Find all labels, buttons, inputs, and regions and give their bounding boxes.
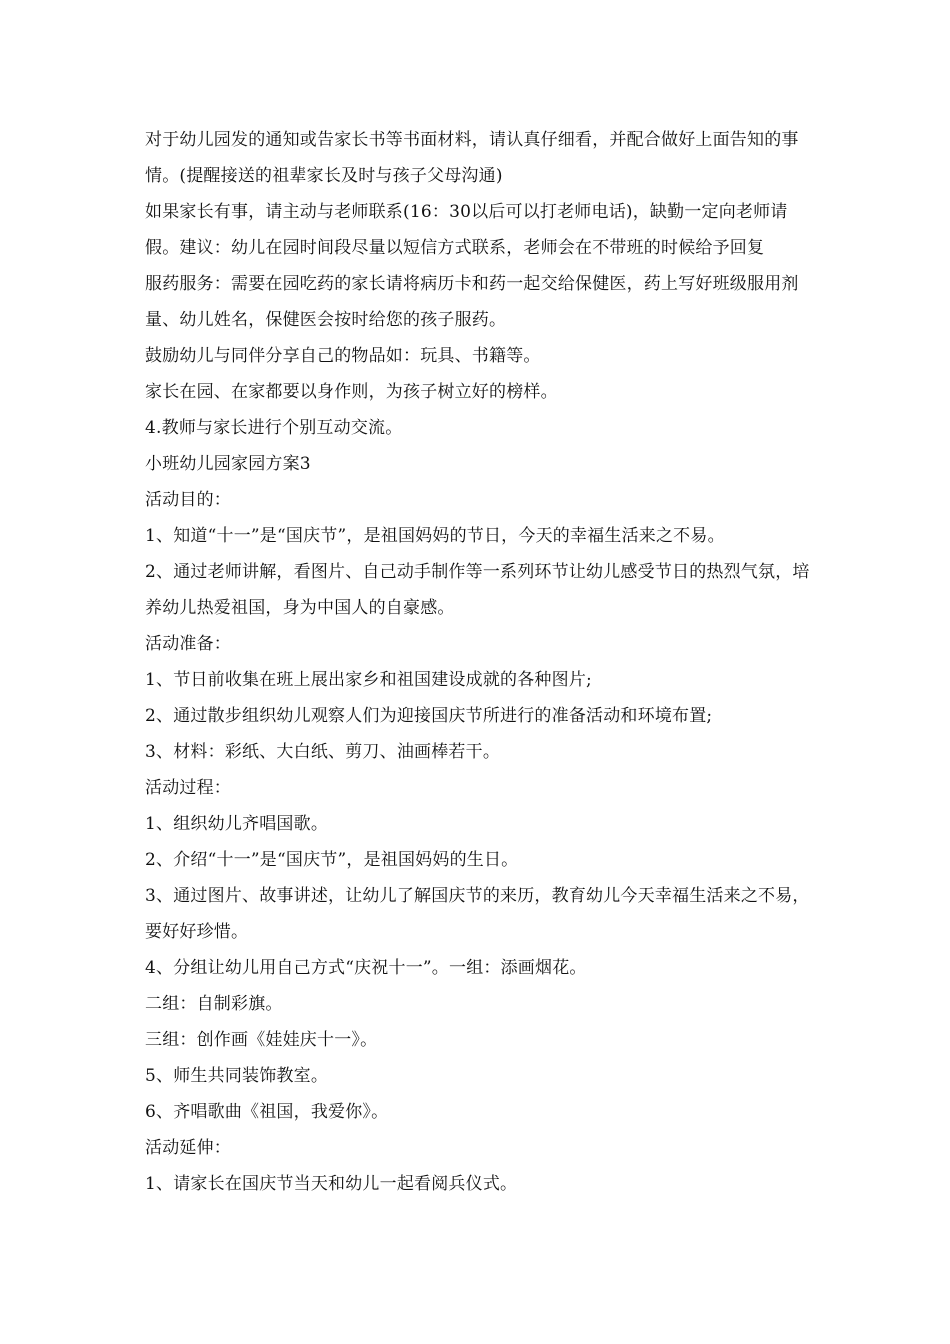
list-item: 3、材料：彩纸、大白纸、剪刀、油画棒若干。: [145, 742, 501, 762]
paragraph-notice-reading: 对于幼儿园发的通知或告家长书等书面材料，请认真仔细看，并配合做好上面告知的事情。(提醒接送的祖辈家长及时与孩子父母沟通): [145, 130, 799, 186]
list-item: 三组：创作画《娃娃庆十一》。: [145, 1030, 378, 1050]
list-item: 3、通过图片、故事讲述，让幼儿了解国庆节的来历，教育幼儿今天幸福生活来之不易，要好好珍惜。: [145, 886, 810, 942]
paragraph-sharing: 鼓励幼儿与同伴分享自己的物品如：玩具、书籍等。: [145, 346, 541, 366]
section-title: 小班幼儿园家园方案3: [145, 454, 311, 474]
paragraph-medicine-service: 服药服务：需要在园吃药的家长请将病历卡和药一起交给保健医，药上写好班级服用剂量、幼儿姓名，保健医会按时给您的孩子服药。: [145, 274, 799, 330]
paragraph-role-model: 家长在园、在家都要以身作则，为孩子树立好的榜样。: [145, 382, 558, 402]
list-item: 二组：自制彩旗。: [145, 994, 283, 1014]
heading-activity-process: 活动过程：: [145, 778, 231, 798]
paragraph-contact-teacher: 如果家长有事，请主动与老师联系(16：30以后可以打老师电话)，缺勤一定向老师请假。建议：幼儿在园时间段尽量以短信方式联系，老师会在不带班的时候给予回复: [145, 202, 788, 258]
list-item: 6、齐唱歌曲《祖国，我爱你》。: [145, 1102, 389, 1122]
list-item: 1、节日前收集在班上展出家乡和祖国建设成就的各种图片;: [145, 670, 592, 690]
heading-activity-extension: 活动延伸：: [145, 1138, 231, 1158]
list-item: 5、师生共同装饰教室。: [145, 1066, 329, 1086]
list-item: 1、知道“十一”是“国庆节”，是祖国妈妈的节日，今天的幸福生活来之不易。: [145, 526, 725, 546]
list-item: 2、介绍“十一”是“国庆节”，是祖国妈妈的生日。: [145, 850, 519, 870]
document-page: [145, 122, 810, 1202]
list-item: 1、组织幼儿齐唱国歌。: [145, 814, 329, 834]
heading-activity-goals: 活动目的：: [145, 490, 231, 510]
list-item: 1、请家长在国庆节当天和幼儿一起看阅兵仪式。: [145, 1174, 518, 1194]
heading-activity-preparation: 活动准备：: [145, 634, 231, 654]
list-item: 4、分组让幼儿用自己方式“庆祝十一”。一组：添画烟花。: [145, 958, 587, 978]
paragraph-individual-communication: 4.教师与家长进行个别互动交流。: [145, 418, 403, 438]
list-item: 2、通过老师讲解，看图片、自己动手制作等一系列环节让幼儿感受节日的热烈气氛，培养幼儿热爱祖国，身为中国人的自豪感。: [145, 562, 810, 618]
list-item: 2、通过散步组织幼儿观察人们为迎接国庆节所进行的准备活动和环境布置;: [145, 706, 713, 726]
